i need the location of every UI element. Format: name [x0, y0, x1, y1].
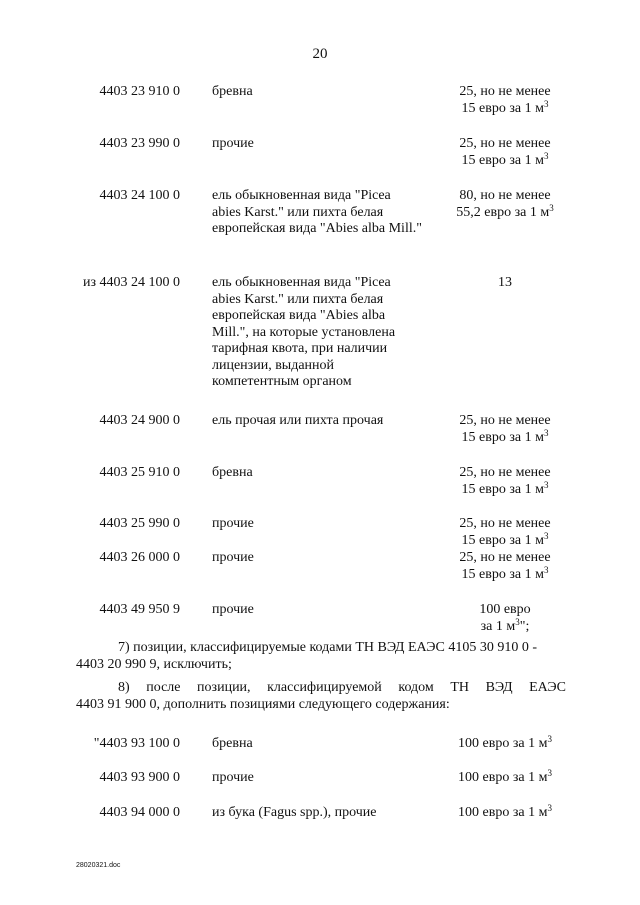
duty-rate: [420, 550, 590, 583]
duty-rate-line1: 100 евро за 1 м: [458, 736, 548, 751]
paragraph-7: 7) позиции, классифицируемые кодами ТН ВЭД ЕАЭС 4105 30 910 0 - 4403 20 990 9, исключить;: [76, 640, 537, 672]
duty-rate-line2: 15 евро за 1 м: [461, 481, 544, 497]
duty-rate-line1: 100 евро: [479, 602, 531, 617]
goods-description: прочие: [212, 516, 254, 531]
cubic-superscript: 3: [543, 150, 549, 161]
tariff-code: 4403 24 900 0: [99, 413, 180, 428]
duty-rate-line1: 80, но не менее: [459, 188, 551, 203]
goods-description: ель обыкновенная вида "Picea abies Karst." или пихта белая европейская вида "Abies alba Mill.": [212, 188, 422, 236]
tariff-code: 4403 26 000 0: [99, 550, 180, 565]
goods-description: бревна: [212, 465, 253, 480]
goods-description: ель прочая или пихта прочая: [212, 413, 384, 428]
duty-rate: [420, 84, 590, 117]
tariff-code: 4403 25 910 0: [99, 465, 180, 480]
goods-description: из бука (Fagus spp.), прочие: [212, 805, 377, 820]
duty-rate-line2: 55,2 евро за 1 м: [456, 204, 550, 220]
paragraph-8-line1: 8) после позиции, классифицируемой кодом ТН ВЭД ЕАЭС: [118, 680, 566, 695]
duty-rate: [420, 602, 590, 635]
duty-rate: [420, 136, 590, 169]
duty-rate-line1: 25, но не менее: [459, 516, 551, 531]
tariff-code: 4403 24 100 0: [99, 188, 180, 203]
cubic-superscript: 3: [547, 768, 552, 778]
duty-rate-line2: 15 евро за 1 м: [461, 566, 544, 582]
tariff-code: 4403 23 990 0: [99, 136, 180, 151]
duty-rate-line1: 25, но не менее: [459, 550, 551, 565]
tariff-code: из 4403 24 100 0: [82, 275, 180, 290]
duty-rate-line1: 100 евро за 1 м: [458, 805, 548, 820]
cubic-superscript: 3: [547, 734, 552, 744]
paragraph-8-line2: 4403 91 900 0, дополнить позициями следующего содержания:: [76, 697, 450, 712]
duty-rate-line1: 13: [498, 275, 512, 290]
goods-description: прочие: [212, 602, 254, 617]
duty-rate: [420, 413, 590, 446]
duty-rate: [420, 736, 590, 753]
cubic-superscript: 3: [515, 616, 520, 627]
goods-description: прочие: [212, 550, 254, 565]
tariff-code: 4403 93 900 0: [99, 770, 180, 785]
duty-rate-line2: 15 евро за 1 м: [461, 152, 544, 168]
goods-description: бревна: [212, 84, 253, 99]
closing-quote: ";: [519, 618, 530, 634]
duty-rate-line2: 15 евро за 1 м: [461, 429, 544, 445]
duty-rate: [420, 275, 590, 292]
cubic-superscript: 3: [543, 479, 549, 490]
duty-rate: [420, 770, 590, 787]
goods-description: бревна: [212, 736, 253, 751]
duty-rate: [420, 805, 590, 822]
goods-description: прочие: [212, 770, 254, 785]
footer-filename: 28020321.doc: [76, 862, 121, 869]
goods-description: прочие: [212, 136, 254, 151]
tariff-code: 4403 49 950 9: [99, 602, 180, 617]
cubic-superscript: 3: [543, 427, 549, 438]
page-number: 20: [312, 46, 328, 62]
duty-rate-line1: 25, но не менее: [459, 84, 551, 99]
duty-rate-line1: 25, но не менее: [459, 136, 551, 151]
cubic-superscript: 3: [543, 530, 549, 541]
cubic-superscript: 3: [549, 202, 554, 213]
duty-rate-line2: за 1 м: [480, 618, 516, 634]
cubic-superscript: 3: [543, 564, 549, 575]
cubic-superscript: 3: [547, 803, 552, 813]
tariff-code: 4403 94 000 0: [99, 805, 180, 820]
duty-rate: [420, 516, 590, 549]
duty-rate-line2: 15 евро за 1 м: [461, 532, 544, 548]
duty-rate-line1: 25, но не менее: [459, 413, 551, 428]
duty-rate-line1: 100 евро за 1 м: [458, 770, 548, 785]
duty-rate-line1: 25, но не менее: [459, 465, 551, 480]
duty-rate: [420, 465, 590, 498]
tariff-code: 4403 25 990 0: [99, 516, 180, 531]
tariff-code: 4403 23 910 0: [99, 84, 180, 99]
duty-rate: [420, 188, 590, 221]
tariff-code: "4403 93 100 0: [93, 736, 180, 751]
duty-rate-line2: 15 евро за 1 м: [461, 100, 544, 116]
goods-description: ель обыкновенная вида "Picea abies Karst." или пихта белая европейская вида "Abies alba Mill.", на которые установлена тарифная квота, при наличии лицензии, выданной компетентным органом: [212, 275, 396, 389]
cubic-superscript: 3: [543, 98, 549, 109]
